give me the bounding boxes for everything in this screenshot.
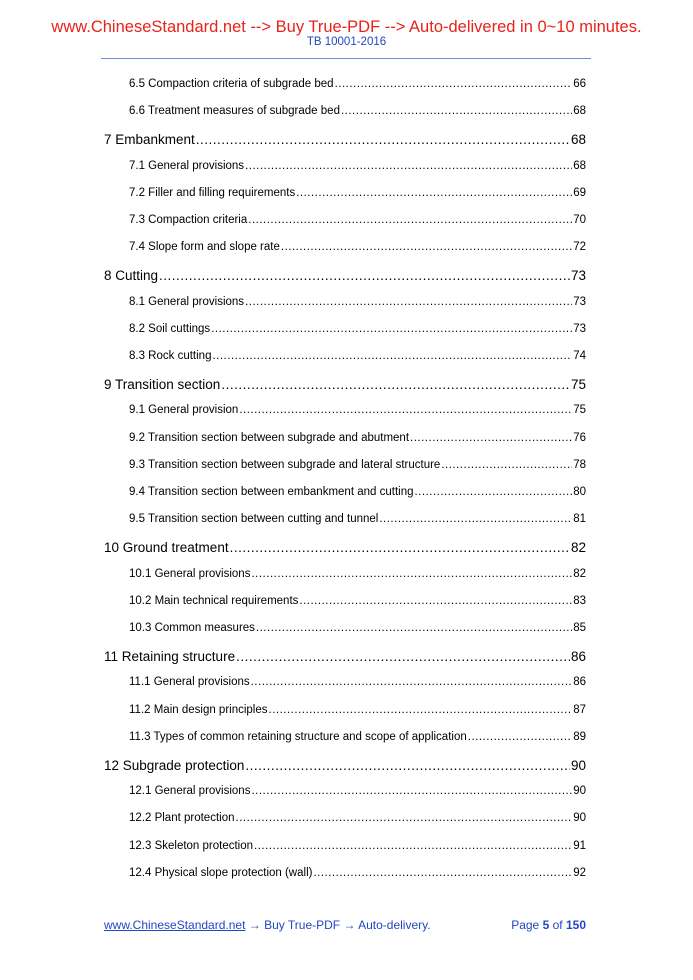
toc-section-entry[interactable] <box>129 187 586 199</box>
toc-section-entry[interactable] <box>129 350 586 362</box>
toc-entry-page: 75 <box>570 377 586 393</box>
toc-entry-page: 90 <box>573 812 586 825</box>
toc-dot-leader <box>468 731 572 743</box>
document-number: TB 10001-2016 <box>306 36 387 48</box>
toc-section-entry[interactable] <box>129 867 586 879</box>
toc-section-entry[interactable] <box>129 812 586 824</box>
toc-entry-title: 6.5 Compaction criteria of subgrade bed <box>129 78 334 90</box>
toc-dot-leader <box>414 486 572 498</box>
toc-chapter-entry[interactable] <box>104 377 586 392</box>
toc-entry-title: 9.2 Transition section between subgrade and abutment <box>129 431 410 444</box>
toc-dot-leader <box>236 812 573 824</box>
toc-entry-page: 83 <box>573 594 586 607</box>
toc-chapter-entry[interactable] <box>104 540 586 555</box>
toc-entry-title: 7.4 Slope form and slope rate <box>129 241 280 254</box>
toc-section-entry[interactable] <box>129 432 586 444</box>
toc-entry-title: 8 Cutting <box>104 268 159 284</box>
toc-dot-leader <box>245 758 570 773</box>
toc-section-entry[interactable] <box>129 513 586 525</box>
toc-entry-title: 9.5 Transition section between cutting and tunnel <box>129 513 379 526</box>
toc-dot-leader <box>239 404 572 416</box>
toc-dot-leader <box>254 840 572 852</box>
toc-entry-page: 73 <box>570 268 586 284</box>
toc-section-entry[interactable] <box>129 160 586 172</box>
toc-entry-title: 10.3 Common measures <box>129 622 255 634</box>
footer-text <box>104 918 431 932</box>
toc-entry-page: 68 <box>573 105 586 118</box>
toc-entry-page: 86 <box>573 676 586 689</box>
toc-entry-title: 7.3 Compaction criteria <box>129 214 248 226</box>
toc-dot-leader <box>196 132 570 147</box>
toc-section-entry[interactable] <box>129 105 586 117</box>
toc-entry-page: 89 <box>573 730 586 743</box>
toc-entry-title: 11.2 Main design principles <box>129 703 268 716</box>
toc-section-entry[interactable] <box>129 214 586 226</box>
toc-entry-page: 80 <box>573 486 586 498</box>
toc-section-entry[interactable] <box>129 459 586 471</box>
toc-entry-title: 9.4 Transition section between embankment and cutting <box>129 486 414 498</box>
toc-entry-page: 90 <box>573 785 586 798</box>
page-label: Page <box>511 918 540 932</box>
toc-entry-page: 82 <box>570 540 586 556</box>
toc-dot-leader <box>251 676 573 688</box>
toc-entry-page: 66 <box>573 78 586 90</box>
toc-dot-leader <box>281 241 572 253</box>
toc-entry-title: 11.1 General provisions <box>129 676 250 689</box>
toc-entry-title: 8.3 Rock cutting <box>129 350 212 362</box>
toc-chapter-entry[interactable] <box>104 758 586 773</box>
toc-entry-page: 68 <box>573 159 586 172</box>
toc-dot-leader <box>248 214 572 226</box>
toc-entry-page: 72 <box>573 241 586 254</box>
toc-entry-title: 7.2 Filler and filling requirements <box>129 186 296 199</box>
toc-entry-page: 82 <box>573 567 586 580</box>
toc-dot-leader <box>211 323 572 335</box>
page-indicator <box>511 918 586 932</box>
toc-entry-page: 75 <box>573 404 586 417</box>
toc-dot-leader <box>296 187 572 199</box>
toc-dot-leader <box>313 867 572 879</box>
toc-entry-page: 68 <box>570 132 586 148</box>
toc-entry-title: 8.1 General provisions <box>129 295 245 308</box>
toc-dot-leader <box>269 704 573 716</box>
toc-chapter-entry[interactable] <box>104 132 586 147</box>
toc-entry-page: 74 <box>573 350 586 362</box>
toc-entry-page: 70 <box>573 214 586 226</box>
toc-section-entry[interactable] <box>129 78 586 90</box>
toc-dot-leader <box>236 649 570 664</box>
toc-dot-leader <box>256 622 572 634</box>
toc-dot-leader <box>441 459 572 471</box>
toc-entry-title: 7 Embankment <box>104 132 195 148</box>
toc-entry-title: 8.2 Soil cuttings <box>129 322 211 335</box>
toc-dot-leader <box>159 268 570 283</box>
toc-chapter-entry[interactable] <box>104 268 586 283</box>
toc-entry-title: 12.2 Plant protection <box>129 812 235 825</box>
toc-entry-page: 81 <box>573 513 586 526</box>
toc-section-entry[interactable] <box>129 731 586 743</box>
toc-entry-title: 9 Transition section <box>104 377 221 393</box>
toc-entry-page: 76 <box>573 431 586 444</box>
toc-dot-leader <box>221 377 570 392</box>
toc-section-entry[interactable] <box>129 840 586 852</box>
top-banner[interactable]: www.ChineseStandard.net --> Buy True-PDF --> Auto-delivered in 0~10 minutes. <box>51 18 642 36</box>
toc-entry-title: 7.1 General provisions <box>129 159 245 172</box>
toc-dot-leader <box>410 432 572 444</box>
toc-entry-title: 12.3 Skeleton protection <box>129 839 254 852</box>
toc-dot-leader <box>335 78 573 90</box>
toc-entry-title: 12.1 General provisions <box>129 785 251 798</box>
toc-section-entry[interactable] <box>129 241 586 253</box>
toc-dot-leader <box>299 595 572 607</box>
toc-entry-title: 10.1 General provisions <box>129 567 251 580</box>
toc-dot-leader <box>212 350 572 362</box>
toc-entry-page: 85 <box>573 622 586 634</box>
toc-entry-page: 73 <box>573 322 586 335</box>
page-of: of <box>552 918 563 932</box>
toc-section-entry[interactable] <box>129 568 586 580</box>
toc-entry-title: 10 Ground treatment <box>104 540 229 556</box>
toc-dot-leader <box>245 160 572 172</box>
toc-entry-title: 12 Subgrade protection <box>104 758 245 773</box>
toc-dot-leader <box>251 785 572 797</box>
toc-section-entry[interactable] <box>129 486 586 498</box>
toc-section-entry[interactable] <box>129 323 586 335</box>
header-divider <box>101 58 591 59</box>
toc-section-entry[interactable] <box>129 622 586 634</box>
toc-entry-title: 11 Retaining structure <box>104 649 236 665</box>
page-total: 150 <box>565 918 586 932</box>
toc-entry-page: 78 <box>573 458 586 471</box>
toc-entry-title: 12.4 Physical slope protection (wall) <box>129 866 313 879</box>
toc-entry-page: 92 <box>573 866 586 879</box>
toc-section-entry[interactable] <box>129 296 586 308</box>
page-footer <box>104 918 586 932</box>
toc-entry-title: 9.1 General provision <box>129 404 239 417</box>
toc-entry-title: 11.3 Types of common retaining structure and scope of application <box>129 730 467 743</box>
toc-section-entry[interactable] <box>129 704 586 716</box>
toc-entry-page: 91 <box>573 839 586 852</box>
toc-section-entry[interactable] <box>129 404 586 416</box>
toc-entry-page: 86 <box>570 649 586 665</box>
toc-dot-leader <box>341 105 572 117</box>
toc-section-entry[interactable] <box>129 676 586 688</box>
footer-link[interactable]: www.ChineseStandard.net <box>104 918 246 932</box>
toc-entry-title: 6.6 Treatment measures of subgrade bed <box>129 105 340 118</box>
toc-entry-title: 9.3 Transition section between subgrade and lateral structure <box>129 458 441 471</box>
toc-dot-leader <box>379 513 572 525</box>
toc-dot-leader <box>251 568 572 580</box>
footer-tail: → Buy True-PDF → Auto-delivery. <box>245 918 431 932</box>
toc-dot-leader <box>230 540 570 555</box>
toc-dot-leader <box>245 296 572 308</box>
toc-chapter-entry[interactable] <box>104 649 586 664</box>
toc-entry-title: 10.2 Main technical requirements <box>129 594 299 607</box>
toc-section-entry[interactable] <box>129 595 586 607</box>
toc-entry-page: 73 <box>573 295 586 308</box>
toc-entry-page: 87 <box>573 703 586 716</box>
toc-section-entry[interactable] <box>129 785 586 797</box>
toc-entry-page: 90 <box>570 758 586 773</box>
toc-entry-page: 69 <box>573 186 586 199</box>
page-current: 5 <box>542 918 550 932</box>
